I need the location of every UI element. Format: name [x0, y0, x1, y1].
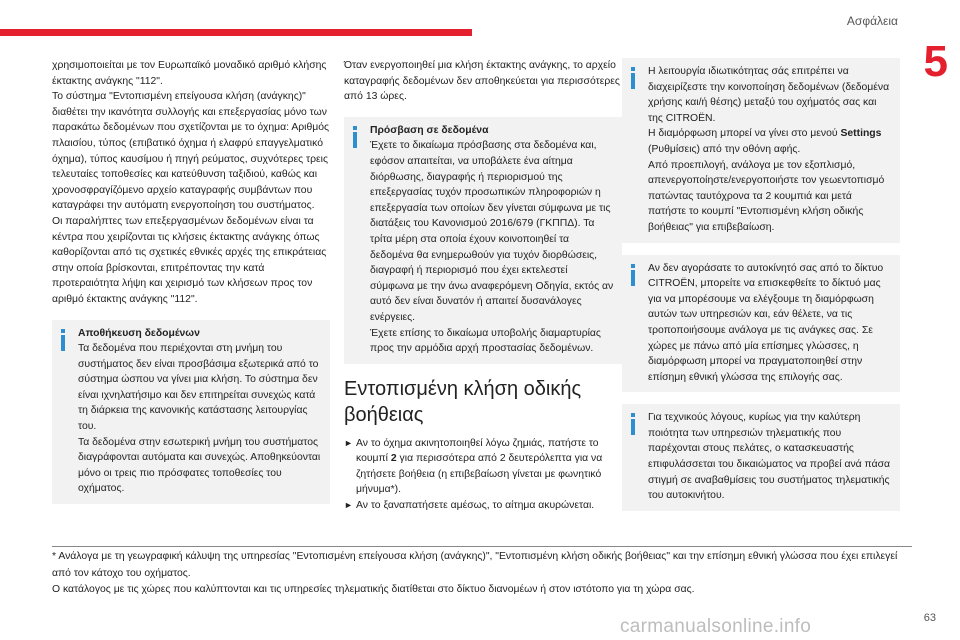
info-icon [61, 329, 65, 351]
info-icon [631, 67, 635, 89]
section-heading: Εντοπισμένη κλήση οδικής βοήθειας [344, 377, 582, 426]
info-icon [631, 413, 635, 435]
button-number: 2 [390, 453, 397, 465]
paragraph: Οι παραλήπτες των επεξεργασμένων δεδομένων είναι τα κέντρα που χειρίζονται τις κλήσεις έκτακτης ανάγκης όπως καθορίζονται από τις σχετικές εθνικές αρχές της επικράτειας στην οποία βρίσκονται, επιτρέποντας την κατά προτεραιότητα λήψη και χειρισμό των κλήσεων προς τον αριθμό έκτακτης ανάγκης "112". [52, 215, 327, 305]
info-icon [353, 126, 357, 148]
paragraph: Το σύστημα "Εντοπισμένη επείγουσα κλήση (ανάγκης)" διαθέτει την ικανότητα συλλογής και επεξεργασίας μόνο των παρακάτω δεδομένων που σχετίζονται με το όχημα: Αριθμός πλαισίου, τύπος (επιβατικό όχημα ή ελαφρύ επαγγελματικό όχημα), τύπος καυσίμου ή πηγή ρεύματος, συχνότερες τρεις τελευταίες τοποθεσίες και κατεύθυνση ταξιδιού, καθώς και χρονοσφραγίζόμενο αρχείο καταγραφής συμβάντων που καταγράφει την αυτόματη ενεργοποίηση του συστήματος. [52, 91, 330, 212]
footnote-line: Ο κατάλογος με τις χώρες που καλύπτονται και τις υπηρεσίες τηλεματικής διατίθεται στο δίκτυο διανομέων ή στον ιστότοπο για τη χώρα σας. [52, 584, 695, 595]
paragraph: Για τεχνικούς λόγους, κυρίως για την καλύτερη ποιότητα των υπηρεσιών τηλεματικής που παρέχονται στους πελάτες, ο κατασκευαστής επιφυλάσσεται του δικαιώματος να προβεί ανά πάσα στιγμή σε αναβαθμίσεις του συστήματος τηλεματικής του αυτοκινήτου. [648, 412, 891, 502]
bullet-item: ► Αν το όχημα ακινητοποιηθεί λόγω ζημιάς, πατήστε το κουμπί 2 για περισσότερα από 2 δευτερόλεπτα για να ζητήσετε βοήθεια (η επιβεβαίωση γίνεται με φωνητικό μήνυμα*). [344, 437, 603, 496]
column-2 [344, 58, 622, 514]
page-number: 63 [923, 612, 936, 624]
info-icon [631, 264, 635, 286]
info-box-upgrades [622, 404, 900, 511]
bullet-arrow-icon: ► [344, 500, 353, 511]
paragraph: Η λειτουργία ιδιωτικότητας σάς επιτρέπει να διαχειρίζεστε την κοινοποίηση δεδομένων (δεδομένα χρήσης και/ή θέσης) μεταξύ του οχήματός σας και της CITROËN. [648, 66, 890, 124]
info-box-title: Πρόσβαση σε δεδομένα [370, 124, 489, 136]
column-3 [622, 58, 900, 511]
footnote [52, 546, 912, 599]
info-box-data-storage [52, 320, 330, 505]
info-box-title: Αποθήκευση δεδομένων [78, 327, 200, 339]
bullet-item: ► Αν το ξαναπατήσετε αμέσως, το αίτημα ακυρώνεται. [344, 498, 622, 514]
footnote-line: * Ανάλογα με τη γεωγραφική κάλυψη της υπηρεσίας "Εντοπισμένη επείγουσα κλήση (ανάγκης)", "Εντοπισμένη κλήση οδικής βοήθειας" και την επίσημη εθνική γλώσσα που έχει επιλεγεί από τον κάτοχο του οχήματος. [52, 551, 898, 579]
paragraph: Από προεπιλογή, ανάλογα με τον εξοπλισμό, απενεργοποίηστε/ενεργοποιήστε τον γεωεντοπισμό πατώντας ταυτόχρονα τα 2 κουμπιά και μετά πατήστε το κουμπί "Εντοπισμένη κλήση οδικής βοήθειας" για επιβεβαίωση. [648, 159, 885, 233]
bullet-arrow-icon: ► [344, 437, 353, 448]
paragraph: Όταν ενεργοποιηθεί μια κλήση έκτακτης ανάγκης, το αρχείο καταγραφής δεδομένων δεν αποθηκεύεται για περισσότερες από 13 ώρες. [344, 60, 620, 103]
chapter-number: 5 [923, 37, 948, 86]
paragraph: χρησιμοποιείται με τον Ευρωπαϊκό μοναδικό αριθμό κλήσης έκτακτης ανάγκης "112". [52, 60, 327, 87]
settings-menu-label: Settings [840, 128, 882, 140]
section-title: Ασφάλεια [846, 14, 898, 28]
info-box-privacy [622, 58, 900, 243]
paragraph: Έχετε το δικαίωμα πρόσβασης στα δεδομένα και, εφόσον απαιτείται, να υποβάλετε ένα αίτημα διόρθωσης, διαγραφής ή περιορισμού της επεξεργασίας τυχόν προσωπικών πληροφοριών η επεξεργασία των οποίων δεν γίνεται σύμφωνα με τις διατάξεις του Κανονισμού 2016/679 (ΓΚΠΠΔ). Τα τρίτα μέρη στα οποία έχουν κοινοποιηθεί τα δεδομένα θα ενημερωθούν για τυχόν διορθώσεις, διαγραφή ή περιορισμό που έχει εκτελεστεί σύμφωνα με την άνω αναφερόμενη Οδηγία, εκτός αν αυτό δεν είναι δυνατόν ή απαιτεί δυσανάλογες ενέργειες. [370, 140, 614, 323]
info-box-dealer-network [622, 255, 900, 393]
paragraph: Τα δεδομένα στην εσωτερική μνήμη του συστήματος διαγράφονται αυτόματα και συνεχώς. Αποθηκεύονται μόνο οι τρεις πιο πρόσφατες τοποθεσίες του οχήματος. [78, 436, 321, 495]
paragraph: Αν δεν αγοράσατε το αυτοκίνητό σας από το δίκτυο CITROËN, μπορείτε να επισκεφθείτε το δίκτυό μας για να μπορέσουμε να ελέγξουμε τη διαμόρφωση αυτών των υπηρεσιών και, εάν θέλετε, να τις τροποποιήσουμε ανάλογα με τις ανάγκες σας. Σε χώρες με πάνω από μία επίσημες γλώσσες, η διαμόρφωση μπορεί να πραγματοποιηθεί στην επίσημη εθνική γλώσσα της επιλογής σας. [648, 262, 884, 383]
paragraph: Η διαμόρφωση μπορεί να γίνει στο μενού Settings (Ρυθμίσεις) από την οθόνη αφής. [648, 128, 882, 155]
watermark: carmanualsonline.info [620, 616, 812, 637]
paragraph: Έχετε επίσης το δικαίωμα υποβολής διαμαρτυρίας προς την αρμόδια αρχή προστασίας δεδομένων. [370, 327, 601, 355]
info-box-data-access [344, 117, 622, 364]
header-accent-bar [0, 29, 472, 36]
column-1 [52, 58, 330, 504]
paragraph: Τα δεδομένα που περιέχονται στη μνήμη του συστήματος δεν είναι προσβάσιμα εξωτερικά από το σύστημα ώσπου να γίνει μια κλήση. Το σύστημα δεν είναι ιχνηλατήσιμο και δεν επιτηρείται συνεχώς κατά τη διάρκεια της κανονικής κατάστασης λειτουργίας του. [78, 343, 319, 433]
